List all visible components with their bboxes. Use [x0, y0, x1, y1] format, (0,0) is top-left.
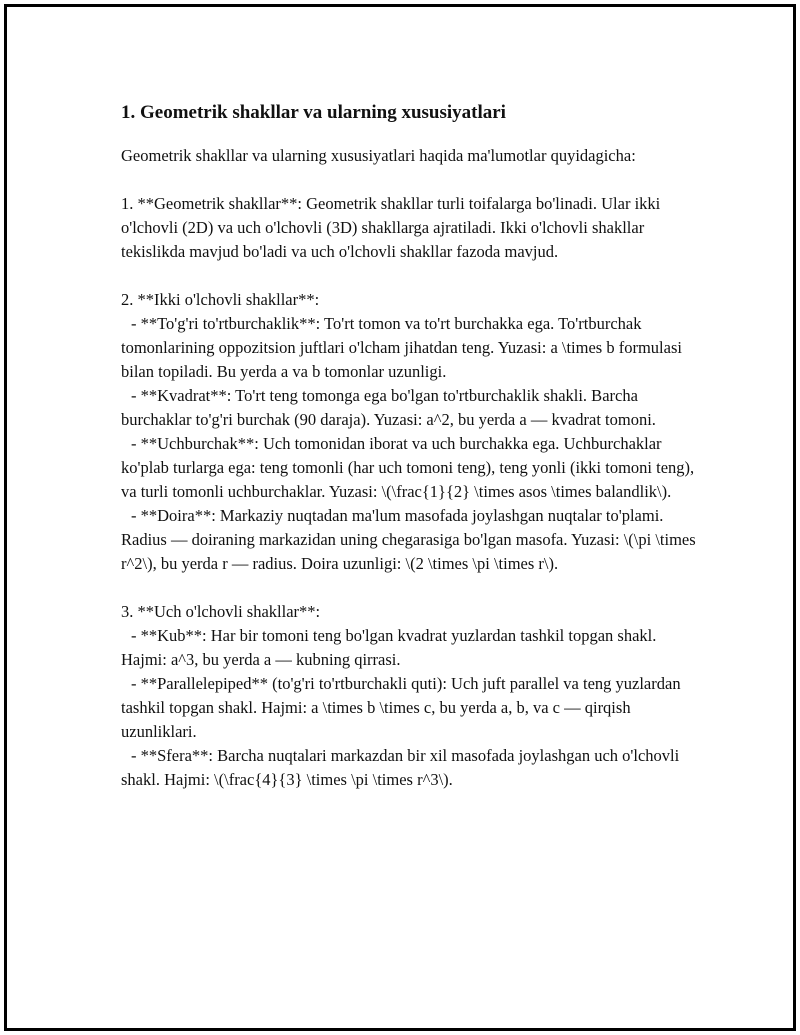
list-item-triangle — [121, 432, 701, 504]
list-item-text: - **Kub**: Har bir tomoni teng bo'lgan kvadrat yuzlardan tashkil topgan shakl. Hajmi: a^3, bu yerda a — kubning qirrasi. — [121, 626, 657, 669]
list-item-text: - **Kvadrat**: To'rt teng tomonga ega bo'lgan to'rtburchaklik shakli. Barcha burchaklar to'g'ri burchak (90 daraja). Yuzasi: a^2, bu yerda a — kvadrat tomoni. — [121, 386, 656, 429]
document-body — [121, 100, 701, 792]
list-item-text: - **Uchburchak**: Uch tomonidan iborat va uch burchakka ega. Uchburchaklar ko'plab turlarga ega: teng tomonli (har uch tomoni teng), teng yonli (ikki tomoni teng), va turli tomonli uchburchaklar. Yuzasi: \(\frac{1}{2} \times asos \times balandlik\). — [121, 434, 695, 501]
spacer — [121, 168, 701, 192]
section-2-heading: 2. **Ikki o'lchovli shakllar**: — [121, 290, 320, 309]
document-title: 1. Geometrik shakllar va ularning xususiyatlari — [121, 102, 506, 123]
list-item-text: - **Doira**: Markaziy nuqtadan ma'lum masofada joylashgan nuqtalar to'plami. Radius — doiraning markazidan uning chegarasiga bo'lgan masofa. Yuzasi: \(\pi \times r^2\), bu yerda r — radius. Doira uzunligi: \(2 \times \pi \times r\). — [121, 506, 696, 573]
list-item-cube — [121, 624, 701, 672]
list-item-sphere — [121, 744, 701, 792]
list-item-text: - **Parallelepiped** (to'g'ri to'rtburchakli quti): Uch juft parallel va teng yuzlardan tashkil topgan shakl. Hajmi: a \times b \times c, bu yerda a, b, va c — qirqish uzunliklari. — [121, 674, 681, 741]
intro-paragraph: Geometrik shakllar va ularning xususiyatlari haqida ma'lumotlar quyidagicha: — [121, 146, 636, 165]
list-item-rectangle — [121, 312, 701, 384]
list-item-square — [121, 384, 701, 432]
list-item-text: - **Sfera**: Barcha nuqtalari markazdan bir xil masofada joylashgan uch o'lchovli shakl. Hajmi: \(\frac{4}{3} \times \pi \times r^3\). — [121, 746, 680, 789]
spacer — [121, 576, 701, 600]
list-item-parallelepiped — [121, 672, 701, 744]
section-1-paragraph: 1. **Geometrik shakllar**: Geometrik shakllar turli toifalarga bo'linadi. Ular ikki o'lchovli (2D) va uch o'lchovli (3D) shakllarga ajratiladi. Ikki o'lchovli shakllar tekislikda mavjud bo'ladi va uch o'lchovli shakllar fazoda mavjud. — [121, 194, 661, 261]
section-3-heading: 3. **Uch o'lchovli shakllar**: — [121, 602, 321, 621]
spacer — [121, 264, 701, 288]
list-item-text: - **To'g'ri to'rtburchaklik**: To'rt tomon va to'rt burchakka ega. To'rtburchak tomonlarining oppozitsion juftlari o'lcham jihatdan teng. Yuzasi: a \times b formulasi bilan topiladi. Bu yerda a va b tomonlar uzunligi. — [121, 314, 682, 381]
page-frame — [4, 4, 796, 1031]
list-item-circle — [121, 504, 701, 576]
